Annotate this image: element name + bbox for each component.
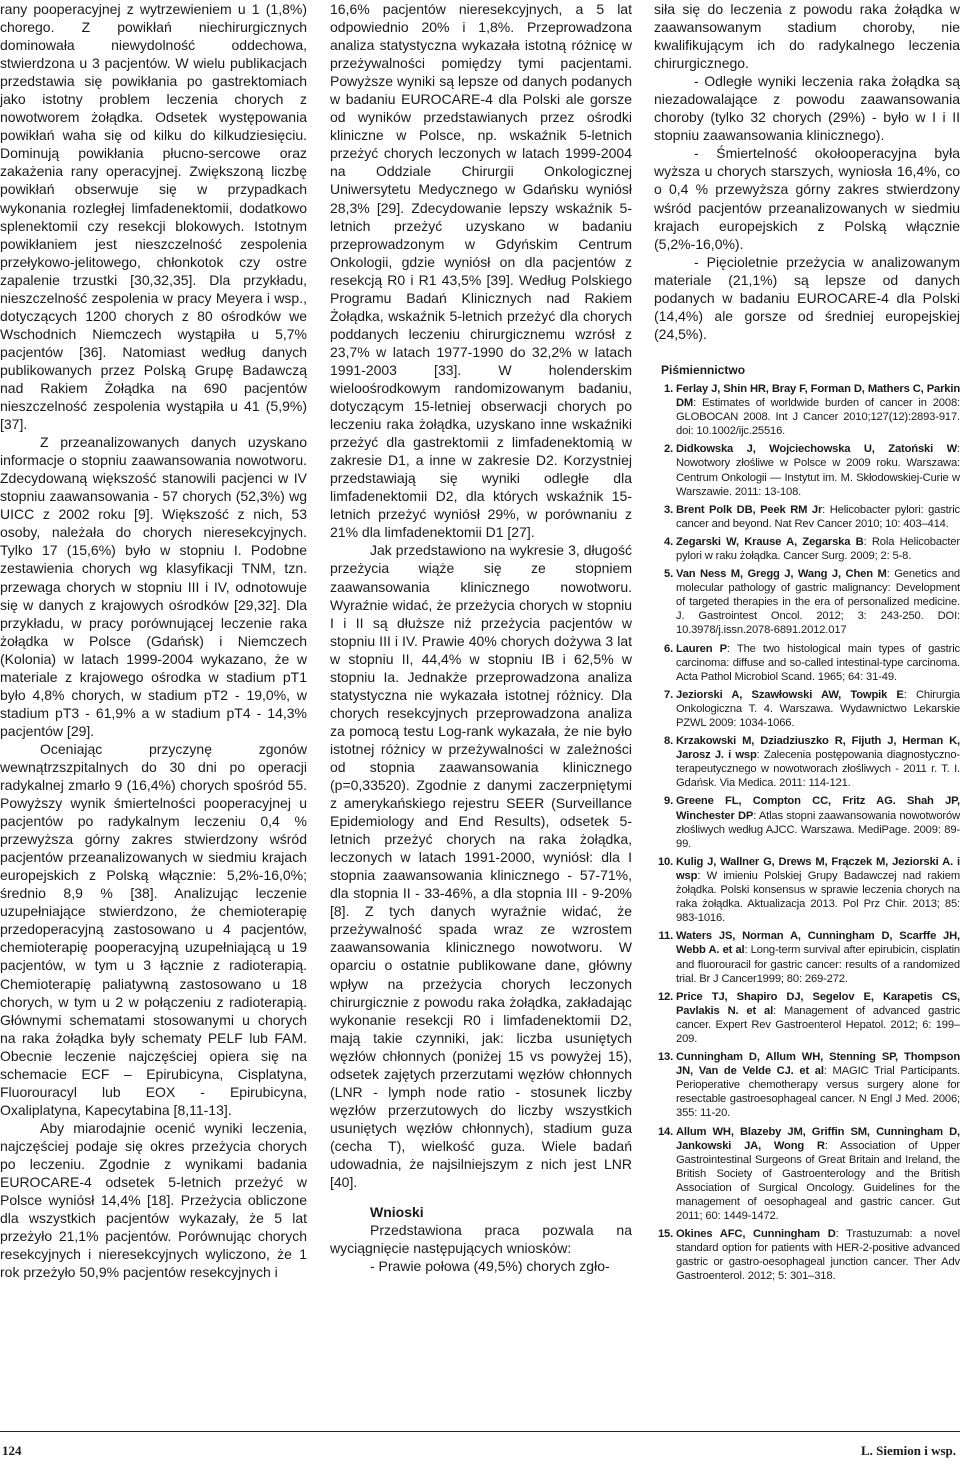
reference-authors: Allum WH, Blazeby JM, Griffin SM, Cunningham D, Jankowski JA, Wong R xyxy=(676,1125,960,1152)
reference-item xyxy=(676,442,960,498)
reference-text: : Long-term survival after epirubicin, cisplatin and fluorouracil for gastric cancer: results of a randomized trial. Br J Cancer1999; 80: 269-272. xyxy=(676,944,960,985)
reference-authors: Ferlay J, Shin HR, Bray F, Forman D, Mathers C, Parkin DM xyxy=(676,382,960,410)
reference-text: : Atlas stopni zaawansowania nowotworów złośliwych według AJCC. Warszawa. MediPage. 2009: 89-99. xyxy=(676,809,960,850)
paragraph: Aby miarodajnie ocenić wyniki leczenia, najczęściej podaje się okres przeżycia chorych po leczeniu. Zgodnie z wynikami badania EUROCARE-4 odsetek 5-letnich przeżyć w Polsce wyniósł 14,4% [18]. Przeżycia obliczone dla wszystkich pacjentów wykazały, że 5 lat przeżyło 21,1% pacjentów. Porównując chorych resekcyjnych i nieresekcyjnych wyliczono, że 1 rok przeżyło 50,9% pacjentów resekcyjnych i xyxy=(0,1119,307,1281)
paragraph: siła się do leczenia z powodu raka żołądka w zaawansowanym stadium choroby, nie kwalifikującym ich do radykalnego leczenia chirurgicznego. xyxy=(654,1,960,72)
reference-text: : Chirurgia Onkologiczna T. 4. Warszawa. Wydawnictwo Lekarskie PZWL 2009: 1034-1066. xyxy=(676,688,960,729)
reference-text: : Genetics and molecular pathology of gastric malignancy: Development of targeted therapies in the era of personalized medicine. J. Gastrointest Oncol. 2012; 3: 243-250. DOI: 10.3978/j.issn.2078-6891.2012.017 xyxy=(676,568,960,637)
paragraph: Jak przedstawiono na wykresie 3, długość przeżycia wiąże się ze stopniem zaawansowania klinicznego nowotworu. Wyraźnie widać, że przeżycia chorych w stopniu I i II są dłuższe niż przeżycia pacjentów w stopniu III i IV. Prawie 40% chorych dożywa 3 lat w stopniu II, 44,4% w stopniu IB i 62,5% w stopniu Ia. Jednakże przeprowadzona analiza statystyczna nie wykazała istotnej różnicy. Dla chorych resekcyjnych przeprowadzona analiza za pomocą testu Log-rank wykazała, że nie było istotnej różnicy w przeżywalności w zależności od stopnia zaawansowania klinicznego (p=0,33520). Zgodnie z danymi zaczerpniętymi z amerykańskiego rejestru SEER (Surveillance Epidemiology and End Results), odsetek 5-letnich przeżyć chorych na raka żołądka, leczonych w latach 1991-2000, wyniósł: dla I stopnia zaawansowania klinicznego - 57-71%, dla stopnia II - 33-46%, a dla stopnia III - 9-20% [8]. Z tych danych wyraźnie widać, że przeżywalność spada wraz ze wzrostem zaawansowania klinicznego nowotworu. W oparciu o ostatnie publikowane dane, główny wpływ na przeżycia chorych leczonych chirurgicznie z powodu raka żołądka, zakładając wykonanie resekcji R0 i limfadenektomii D2, mają takie czynniki, jak: liczba usuniętych węzłów chłonnych (poniżej 15 vs powyżej 15), odsetek zajętych przerzutami węzłów chłonnych (LNR - lymph node ratio - stosunek liczby węzłów przerzutowych do liczby wszystkich usuniętych węzłów chłonnych), stadium guza (cecha T), wielkość guza. Wiele badań udowadnia, że najsilniejszym z nich jest LNR [40]. xyxy=(330,542,632,1191)
reference-item xyxy=(676,990,960,1046)
paragraph: - Śmiertelność okołooperacyjna była wyższa u chorych starszych, wyniosła 16,4%, co o 0,4 % przewyższa górny zakres stwierdzony wśród pacjentów przeanalizowanych w siedmiu krajach europejskich z Polską włącznie (5,2%-16,0%). xyxy=(654,145,960,252)
running-head: L. Siemion i wsp. xyxy=(861,1443,956,1458)
paragraph: Przedstawiona praca pozwala na wyciągnięcie następujących wniosków: xyxy=(330,1222,632,1257)
paragraph: - Prawie połowa (49,5%) chorych zgło- xyxy=(370,1258,610,1275)
reference-authors: Didkowska J, Wojciechowska U, Zatoński W xyxy=(676,443,958,456)
reference-authors: Jeziorski A, Szawłowski AW, Towpik E xyxy=(676,688,904,701)
reference-authors: Okines AFC, Cunningham D xyxy=(676,1228,836,1241)
reference-text: : Zalecenia postępowania diagnostyczno-terapeutycznego w nowotworach złośliwych - 2011 r. T. I. Gdańsk. Via Medica. 2011: 114-121. xyxy=(676,749,960,790)
reference-text: : Nowotwory złośliwe w Polsce w 2009 roku. Warszawa: Centrum Onkologii — Instytut im. M. Skłodowskiej-Curie w Warszawie. 2011: 13-108. xyxy=(676,443,960,498)
reference-item xyxy=(676,1227,960,1283)
page-footer xyxy=(0,1431,960,1466)
reference-item xyxy=(676,1125,960,1224)
reference-text: : The two histological main types of gastric carcinoma: diffuse and so-called intestinal-type carcinoma. Acta Pathol Microbiol Scand. 1965; 64: 31-49. xyxy=(676,642,960,683)
reference-item xyxy=(676,1050,960,1120)
paragraph: rany pooperacyjnej z wytrzewieniem u 1 (1,8%) chorego. Z powikłań niechirurgicznych dominowała niewydolność oddechowa, stwierdzona u 3 pacjentów. W wielu publikacjach przedstawia się powikłania po gastrektomiach jako istotny problem leczenia chorych z nowotworem żołądka. Odsetek występowania powikłań waha się od kilku do kilkudziesięciu. Dominują powikłania płucno-sercowe oraz zakażenia rany operacyjnej. Zwiększoną liczbę powikłań obserwuje się w przypadkach wykonania rozległej limfadenektomii, dodatkowo splenektomii czy resekcji blokowych. Istotnym powikłaniem jest nieszczelność zespolenia przełykowo-jelitowego, chłonkotok czy ostre zapalenie trzustki [30,32,35]. Dla przykładu, nieszczelność zespolenia w pracy Meyera i wsp., dotyczących 1200 chorych z 80 ośrodków we Wschodnich Niemczech wystąpiła u 5,7% pacjentów [36]. Natomiast według danych publikowanych przez Polską Grupę Badawczą nad Rakiem Żołądka na 690 pacjentów nieszczelność zespolenia wystąpiła u 41 (5,9%) [37]. xyxy=(0,1,307,433)
reference-item xyxy=(676,688,960,730)
reference-authors: Brent Polk DB, Peek RM Jr xyxy=(676,503,823,516)
reference-authors: Waters JS, Norman A, Cunningham D, Scarffe JH, Webb A. et al xyxy=(676,930,960,957)
reference-text: : Association of Upper Gastrointestinal Surgeons of Great Britain and Ireland, the British Society of Gastroenterology and the British Association of Surgical Oncology. Guidelines for the management of oesophageal and gastric cancer. Gut 2011; 60: 1449-1472. xyxy=(676,1139,960,1223)
reference-text: : Management of advanced gastric cancer. Expert Rev Gastroenterol Hepatol. 2012; 6: 199–209. xyxy=(676,1004,960,1045)
reference-authors: Krzakowski M, Dziadziuszko R, Fijuth J, Herman K, Jarosz J. i wsp xyxy=(676,735,960,762)
reference-authors: Greene FL, Compton CC, Fritz AG. Shah JP, Winchester DP xyxy=(676,795,960,822)
reference-authors: Van Ness M, Gregg J, Wang J, Chen M xyxy=(676,568,887,581)
reference-item xyxy=(676,535,960,563)
reference-item xyxy=(676,929,960,985)
page-number: 124 xyxy=(2,1443,22,1458)
references-heading: Piśmiennictwo xyxy=(661,362,746,377)
reference-authors: Zegarski W, Krause A, Zegarska B xyxy=(676,535,864,548)
paragraph: Z przeanalizowanych danych uzyskano informacje o stopniu zaawansowania nowotworu. Zdecydowaną większość stanowili pacjenci w IV stopniu zaawansowania - 57 chorych (52,3%) wg UICC z 2002 roku [9]. Większość z nich, 53 osoby, należała do chorych nieresekcyjnych. Tylko 17 (15,6%) było w stopniu I. Podobne zestawienia chorych wg klasyfikacji TNM, tzn. przewaga chorych w stopniu III i IV, odnotowuje się w danych z krajowych ośrodków [29,32]. Dla przykładu, w pracy porównującej leczenie raka żołądka w Polsce (Gdańsk) i Niemczech (Kolonia) w latach 1999-2004 wykazano, że w materiale z krajowego ośrodka w stadium pT1 było 4,8% chorych, w stadium pT2 - 19,0%, w stadium pT3 - 61,9% a w stadium pT4 - 14,3% pacjentów [29]. xyxy=(0,434,307,739)
reference-item xyxy=(676,503,960,531)
column-middle xyxy=(330,0,632,1275)
reference-text: : MAGIC Trial Participants. Perioperative chemotherapy versus surgery alone for resectable gastroesophageal cancer. N Engl J Med. 2006; 355: 11-20. xyxy=(676,1065,960,1120)
paragraph: 16,6% pacjentów nieresekcyjnych, a 5 lat odpowiednio 20% i 1,8%. Przeprowadzona analiza statystyczna wykazała istotną różnicę w przeżywalności pomiędzy tymi pacjentami. Powyższe wyniki są lepsze od danych podanych w badaniu EUROCARE-4 dla Polski ale gorsze od wyników przedstawianych przez ośrodki kliniczne w Polsce, np. wskaźnik 5-letnich przeżyć chorych leczonych w latach 1999-2004 na Oddziale Chirurgii Onkologicznej Uniwersytetu Medycznego w Gdańsku wyniósł 28,3% [29]. Zdecydowanie lepszy wskaźnik 5- letnich przeżyć uzyskano w badaniu przeprowadzonym w Gdyńskim Centrum Onkologii, gdzie wyniósł on dla pacjentów z resekcją R0 i R1 43,5% [39]. Według Polskiego Programu Badań Klinicznych nad Rakiem Żołądka, wskaźnik 5-letnich przeżyć dla chorych poddanych leczeniu chirurgicznemu wzrósł z 23,7% w latach 1977-1990 do 32,2% w latach 1991-2003 [33]. W holenderskim wieloośrodkowym randomizowanym badaniu, dotyczącym 15-letniej obserwacji chorych po leczeniu raka żołądka, uzyskano inne wskaźniki przeżyć dla gastrektomii z limfadenektomią w zakresie D1, a inne w zakresie D2. Korzystniej przedstawiają się wyniki odległe dla limfadenektomii D2, dla których wskaźnik 15-letnich przeżyć wyniósł 29%, w porównaniu z 21% dla limfadenektomii D1 [27]. xyxy=(330,1,632,541)
reference-text: : Estimates of worldwide burden of cancer in 2008: GLOBOCAN 2008. Int J Cancer 2010;127(12):2893-917. doi: 10.1002/ijc.25516. xyxy=(676,397,960,438)
paragraph: - Pięcioletnie przeżycia w analizowanym materiale (21,1%) są lepsze od danych podanych w badaniu EUROCARE-4 dla Polski (14,4%) ale gorsze od średniej europejskiej (24,5%). xyxy=(654,253,960,342)
reference-item xyxy=(676,734,960,790)
reference-text: : Rola Helicobacter pylori w raku żołądka. Cancer Surg. 2009; 2: 5-8. xyxy=(676,535,960,562)
reference-list xyxy=(654,382,960,1284)
reference-text: : Trastuzumab: a novel standard option for patients with HER-2-positive advanced gastric or gastro-oesophageal junction cancer. Ther Adv Gastroenterol. 2012; 5: 301–318. xyxy=(676,1228,960,1283)
reference-item xyxy=(676,855,960,925)
reference-authors: Kulig J, Wallner G, Drews M, Frączek M, Jeziorski A. i wsp xyxy=(676,855,960,882)
section-heading-conclusions: Wnioski xyxy=(370,1204,424,1221)
paragraph: - Odległe wyniki leczenia raka żołądka są niezadowalające z powodu zaawansowania choroby (tylko 32 chorych (29%) - było w I i II stopniu zaawansowania klinicznego). xyxy=(654,73,960,144)
column-left xyxy=(0,0,307,1281)
reference-text: : W imieniu Polskiej Grupy Badawczej nad rakiem żołądka. Polski konsensus w sprawie leczenia chorych na raka żołądka. Aktualizacja 2013. Pol Prz Chir. 2013; 85: 983-1016. xyxy=(676,869,960,925)
reference-item xyxy=(676,642,960,684)
reference-authors: Cunningham D, Allum WH, Stenning SP, Thompson JN, Van de Velde CJ. et al xyxy=(676,1051,960,1078)
reference-authors: Lauren P xyxy=(676,642,727,655)
reference-item xyxy=(676,567,960,637)
reference-text: : Helicobacter pylori: gastric cancer and beyond. Nat Rev Cancer 2010; 10: 403–414. xyxy=(676,503,960,530)
paragraph: Oceniając przyczynę zgonów wewnątrzszpitalnych do 30 dni po operacji radykalnej zmarło 9 (16,4%) chorych spośród 55. Powyższy wynik śmiertelności pooperacyjnej u pacjentów po radykalnym leczeniu 0,4 % przewyższa górny zakres stwierdzony wśród pacjentów przeanalizowanych w siedmiu krajach europejskich z Polską włącznie: 5,2%-16,0%; średnio 8,9 % [38]. Analizując leczenie uzupełniające stwierdzono, że chemioterapię przedoperacyjną zastosowano u 4 pacjentów, chemioterapię pooperacyjną uzupełniającą u 19 pacjentów, w tym u 3 łącznie z radioterapią. Chemioterapię paliatywną zastosowano u 18 chorych, w tym u 2 w połączeniu z radioterapią. Głównymi schematami stosowanymi u chorych na raka żołądka były schematy PELF lub FAM. Obecnie leczenie najczęściej opiera się na schemacie ECF – Epirubicyna, Cisplatyna, Fluorouracyl lub EOX - Epirubicyna, Oxaliplatyna, Kapecytabina [8,11-13]. xyxy=(0,740,307,1118)
reference-authors: Price TJ, Shapiro DJ, Segelov E, Karapetis CS, Pavlakis N. et al xyxy=(676,990,960,1017)
column-right xyxy=(654,0,960,1288)
reference-item xyxy=(676,794,960,850)
reference-item xyxy=(676,382,960,438)
